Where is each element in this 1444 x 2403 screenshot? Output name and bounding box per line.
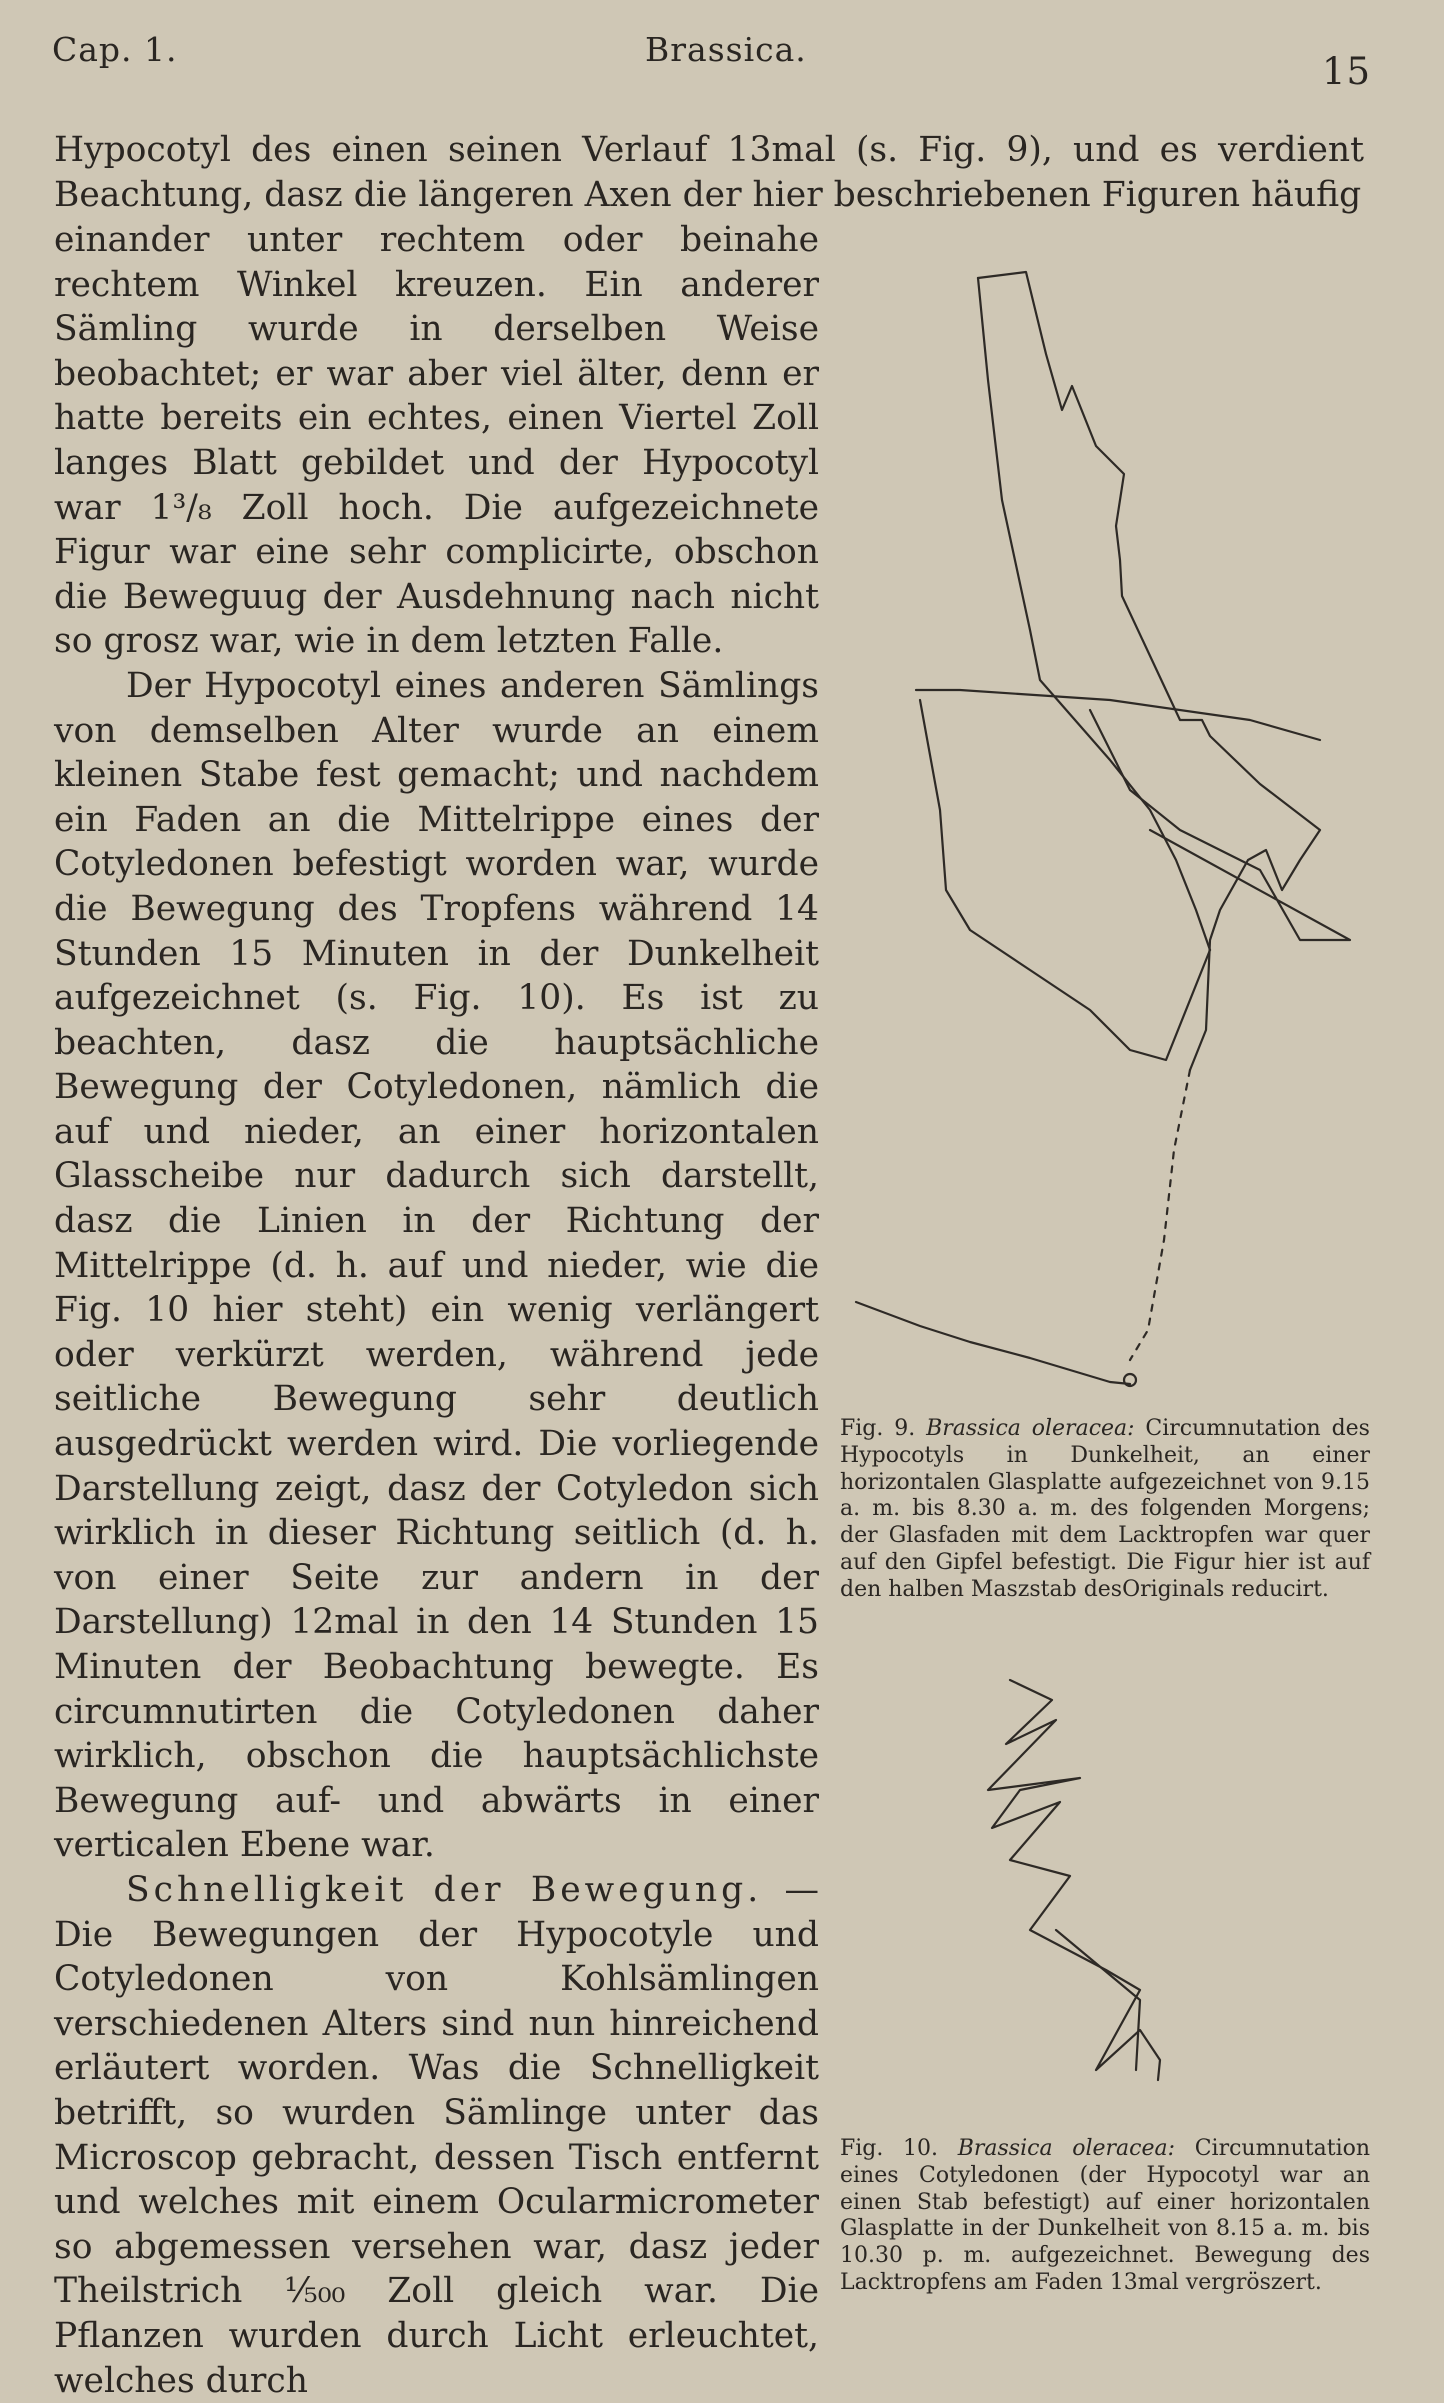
paragraph-3 <box>54 1868 819 2403</box>
fig9-trace-left <box>978 278 1210 950</box>
fig9-species: Brassica oleracea: <box>926 1416 1135 1441</box>
fig10-species: Brassica oleracea: <box>957 2136 1176 2161</box>
fig9-label: Fig. 9. <box>840 1416 916 1441</box>
figure-10-drawing <box>940 1670 1240 2130</box>
paragraph-continuation: Hypocotyl des einen seinen Verlauf 13mal (s. Fig. 9), und es verdient Beachtung, dasz die längeren Axen der hier beschriebenen Figuren häufig <box>54 130 1364 215</box>
fig10-label: Fig. 10. <box>840 2136 939 2161</box>
running-title: Brassica. <box>645 30 807 69</box>
paragraph-1: einander unter rechtem oder beinahe rechtem Winkel kreuzen. Ein anderer Sämling wurde in derselben Weise beobachtet; er war aber viel älter, denn er hatte bereits ein echtes, einen Viertel Zoll langes Blatt gebildet und der Hypocotyl war 1³/₈ Zoll hoch. Die aufgezeichnete Figur war eine sehr complicirte, obschon die Beweguug der Ausdehnung nach nicht so grosz war, wie in dem letzten Falle. <box>54 220 819 662</box>
figure-9-caption <box>840 1416 1370 1604</box>
figure-10-caption <box>840 2136 1370 2297</box>
fig9-trace-tail <box>1130 1070 1190 1360</box>
paragraph-3-text: — Die Bewegungen der Hypocotyle und Cotyledonen von Kohlsämlingen verschiedenen Alters sind nun hinreichend erläutert worden. Was die Schnelligkeit betrifft, so wurden Sämlinge unter das Microscop gebracht, dessen Tisch entfernt und welches mit einem Ocularmicrometer so abgemessen versehen war, dasz jeder Theilstrich ¹⁄₅₀₀ Zoll gleich war. Die Pflanzen wurden durch Licht erleuchtet, welches durch <box>54 1869 819 2401</box>
full-width-paragraph <box>54 128 1364 217</box>
text-column <box>54 218 819 2403</box>
fig9-trace-start <box>856 1302 1130 1384</box>
chapter-heading: Cap. 1. <box>52 30 178 69</box>
fig9-trace-upper <box>978 272 1320 1070</box>
fig10-trace <box>988 1680 1160 2080</box>
fig9-caption-text: Circumnutation des Hypocotyls in Dunkelheit, an einer horizontalen Glasplatte aufgezeichnet von 9.15 a. m. bis 8.30 a. m. des folgenden Morgens; der Glasfaden mit dem Lacktropfen war quer auf den Gipfel befestigt. Die Figur hier ist auf den halben Maszstab desOriginals reducirt. <box>840 1416 1370 1602</box>
paragraph-2: Der Hypocotyl eines anderen Sämlings von demselben Alter wurde an einem kleinen Stabe fest gemacht; und nachdem ein Faden an die Mittelrippe eines der Cotyledonen befestigt worden war, wurde die Bewegung des Tropfens während 14 Stunden 15 Minuten in der Dunkelheit aufgezeichnet (s. Fig. 10). Es ist zu beachten, dasz die hauptsächliche Bewegung der Cotyledonen, nämlich die auf und nieder, an einer horizontalen Glasscheibe nur dadurch sich darstellt, dasz die Linien in der Richtung der Mittelrippe (d. h. auf und nieder, wie die Fig. 10 hier steht) ein wenig verlängert oder verkürzt werden, während jede seitliche Bewegung sehr deutlich ausgedrückt werden wird. Die vorliegende Darstellung zeigt, dasz der Cotyledon sich wirklich in dieser Richtung seitlich (d. h. von einer Seite zur andern in der Darstellung) 12mal in den 14 Stunden 15 Minuten der Beobachtung bewegte. Es circumnutirten die Cotyledonen daher wirklich, obschon die hauptsächlichste Bewegung auf- und abwärts in einer verticalen Ebene war. <box>54 665 819 1866</box>
fig9-trace-cross <box>916 690 1320 740</box>
page-number: 15 <box>1322 50 1372 93</box>
section-title: Schnelligkeit der Bewegung. <box>126 1869 763 1910</box>
figure-9-drawing <box>830 250 1390 1400</box>
fig9-trace-lower <box>920 700 1210 1060</box>
fig10-caption-text: Circumnutation eines Cotyledonen (der Hypocotyl war an einen Stab befestigt) auf einer horizontalen Glasplatte in der Dunkelheit von 8.15 a. m. bis 10.30 p. m. aufgezeichnet. Bewegung des Lacktropfens am Faden 13mal vergröszert. <box>840 2136 1371 2295</box>
